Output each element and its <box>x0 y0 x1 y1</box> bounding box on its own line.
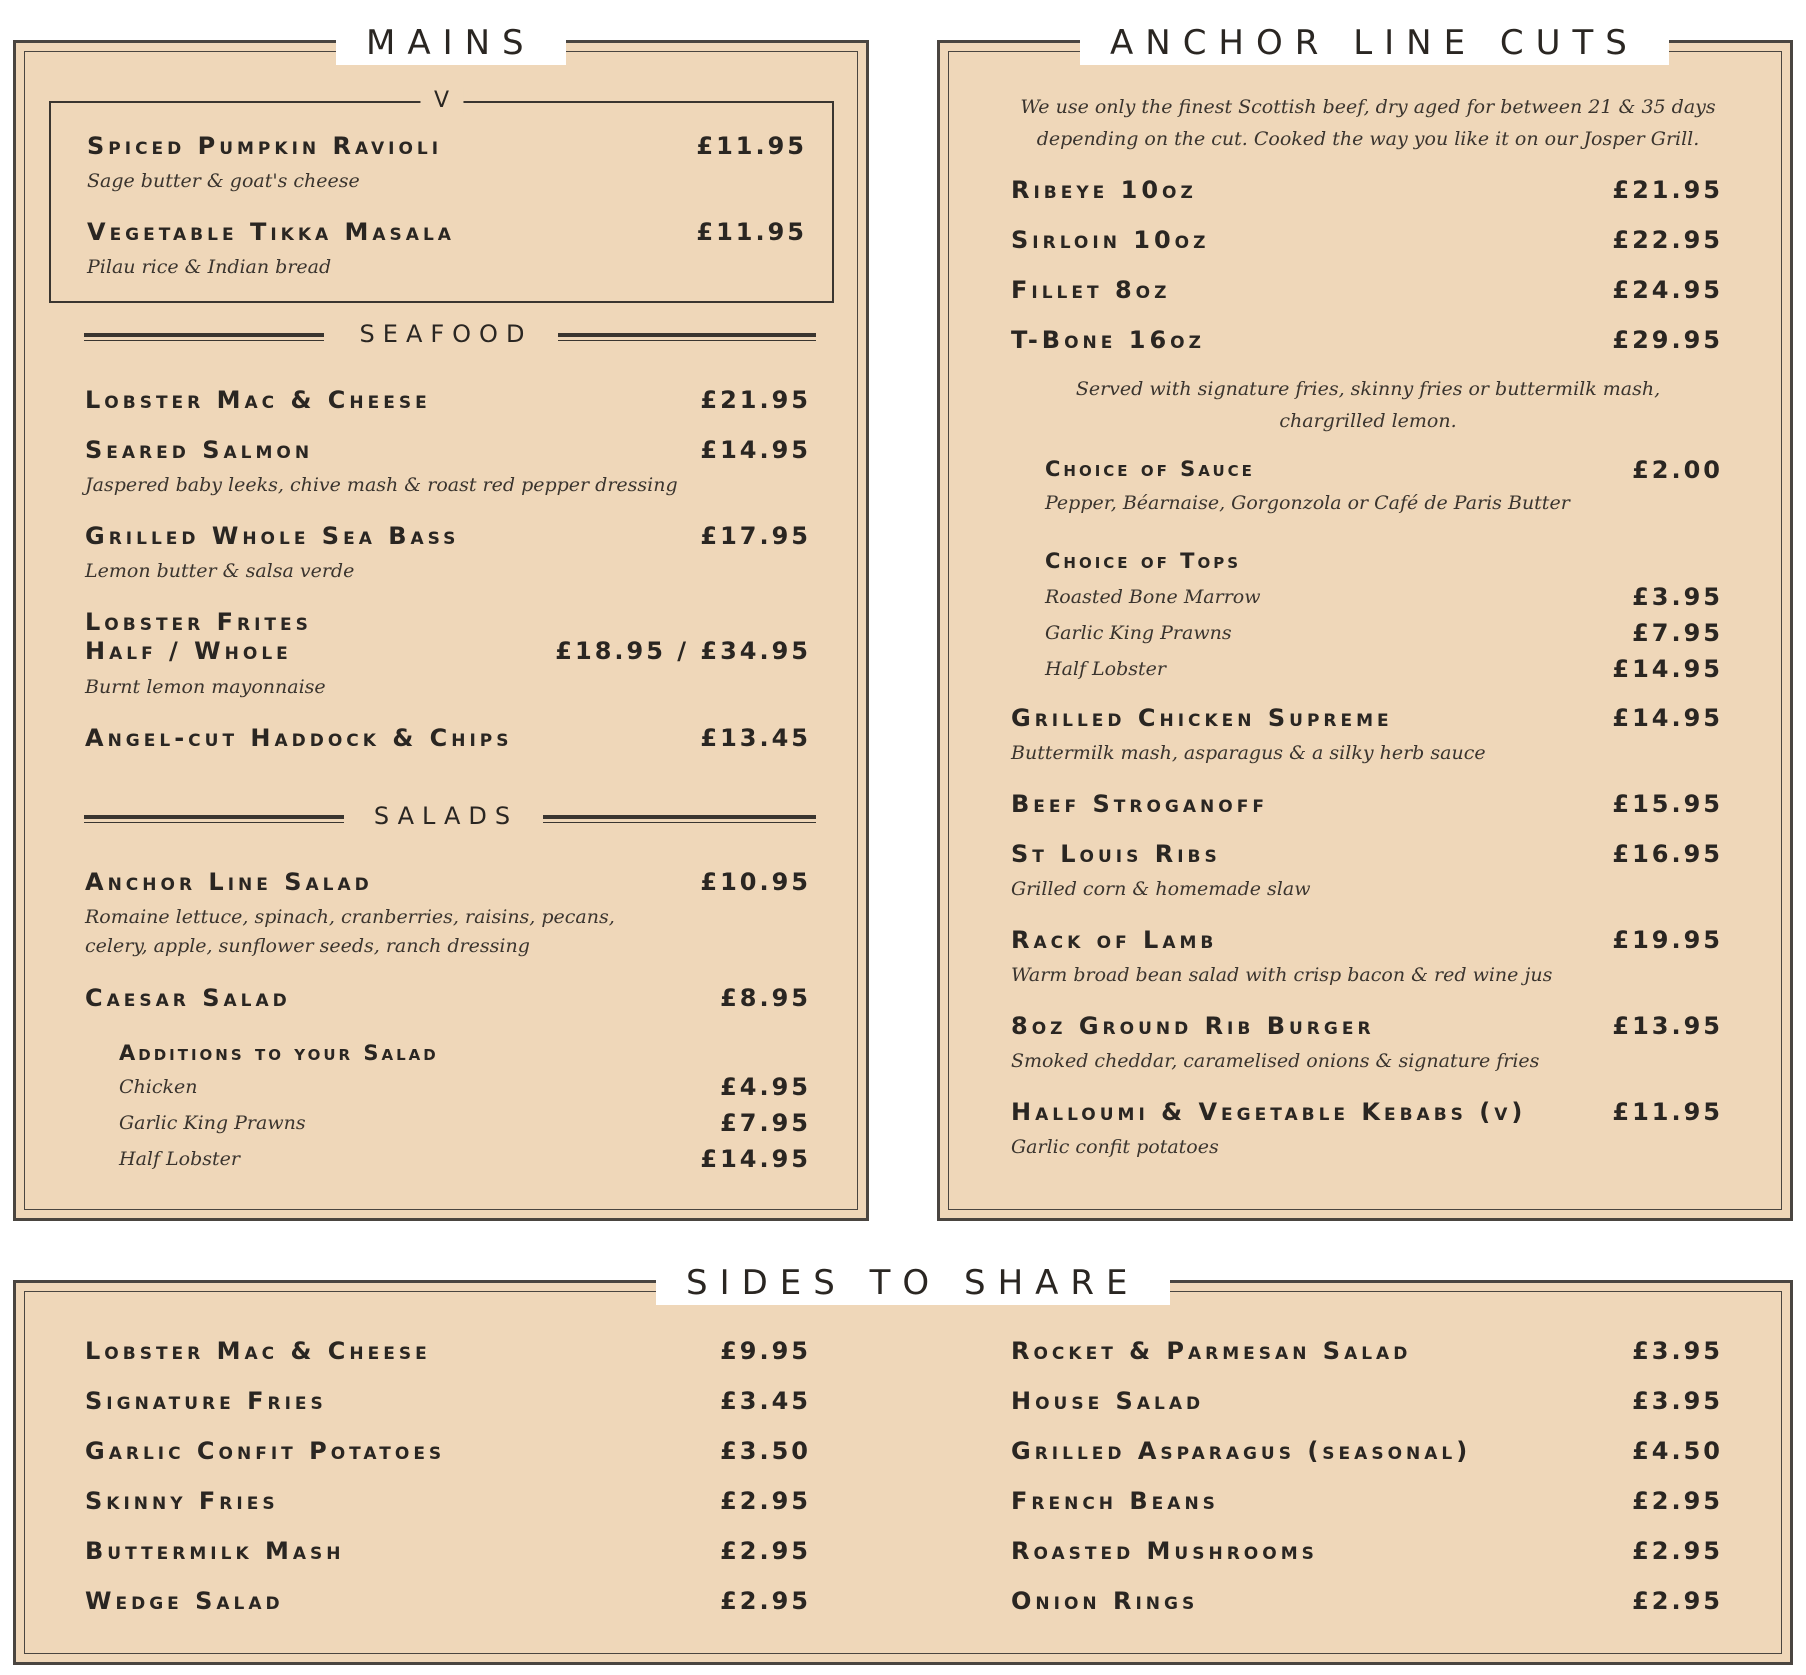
item-price: £21.95 <box>700 386 811 414</box>
item-name: Angel-cut Haddock & Chips <box>85 724 513 752</box>
side-price: £2.95 <box>720 1587 811 1615</box>
item-price: £18.95 / £34.95 <box>555 637 811 665</box>
item-price: £11.95 <box>696 132 807 160</box>
side-price: £2.95 <box>1632 1537 1723 1565</box>
item-name: Caesar Salad <box>85 984 291 1012</box>
side-price: £2.95 <box>720 1487 811 1515</box>
side-price: £3.45 <box>720 1387 811 1415</box>
salads-rule-left <box>84 815 344 819</box>
additions-heading: Additions to your Salad <box>119 1041 439 1065</box>
side-garlic-confit-potatoes <box>85 1436 811 1468</box>
side-price: £4.50 <box>1632 1437 1723 1465</box>
served-with-note <box>980 373 1756 437</box>
side-name: Garlic Confit Potatoes <box>85 1437 446 1465</box>
item-price: £11.95 <box>696 218 807 246</box>
cuts-intro <box>980 91 1756 155</box>
item-price: £21.95 <box>1612 176 1723 204</box>
menu-item-anchor-salad <box>85 867 811 967</box>
cuts-intro-line-2: depending on the cut. Cooked the way you like it on our Josper Grill. <box>1036 128 1700 150</box>
menu-item-tikka-masala <box>87 217 807 287</box>
steak-t-bone <box>1011 325 1723 359</box>
steak-sirloin <box>1011 225 1723 259</box>
item-description: Lemon butter & salsa verde <box>85 560 355 582</box>
item-name: T-Bone 16oz <box>1011 326 1205 354</box>
menu-item-rack-of-lamb <box>1011 925 1723 995</box>
item-price: £13.95 <box>1612 1012 1723 1040</box>
side-signature-fries <box>85 1386 811 1418</box>
item-name: Sirloin 10oz <box>1011 226 1210 254</box>
side-rocket-parmesan <box>1011 1336 1723 1368</box>
item-description: Buttermilk mash, asparagus & a silky herb sauce <box>1011 742 1486 764</box>
side-name: Signature Fries <box>85 1387 327 1415</box>
menu-item-ravioli <box>87 131 807 201</box>
side-wedge-salad <box>85 1586 811 1618</box>
served-line-1: Served with signature fries, skinny fries or buttermilk mash, <box>1075 378 1661 400</box>
top-name: Garlic King Prawns <box>1045 622 1232 644</box>
mains-panel <box>13 23 869 1221</box>
top-name: Half Lobster <box>1045 658 1166 680</box>
menu-item-lobster-frites <box>85 607 811 707</box>
item-name: Lobster Mac & Cheese <box>85 386 431 414</box>
side-name: House Salad <box>1011 1387 1205 1415</box>
item-description: Warm broad bean salad with crisp bacon & red wine jus <box>1011 964 1553 986</box>
addition-name: Half Lobster <box>119 1148 240 1170</box>
item-description: Sage butter & goat's cheese <box>87 170 360 192</box>
item-price: £16.95 <box>1612 840 1723 868</box>
side-price: £2.95 <box>1632 1587 1723 1615</box>
item-name: St Louis Ribs <box>1011 840 1221 868</box>
item-name: Beef Stroganoff <box>1011 790 1268 818</box>
item-price: £15.95 <box>1612 790 1723 818</box>
item-description: Romaine lettuce, spinach, cranberries, raisins, pecans, <box>85 906 615 928</box>
cuts-title: ANCHOR LINE CUTS <box>1080 21 1669 65</box>
item-price: £29.95 <box>1612 326 1723 354</box>
item-name: Grilled Whole Sea Bass <box>85 522 460 550</box>
item-description: Garlic confit potatoes <box>1011 1136 1219 1158</box>
side-name: Buttermilk Mash <box>85 1537 345 1565</box>
item-name: Vegetable Tikka Masala <box>87 218 455 246</box>
side-lobster-mac <box>85 1336 811 1368</box>
item-price: £22.95 <box>1612 226 1723 254</box>
addition-price: £4.95 <box>720 1073 811 1101</box>
item-description: Smoked cheddar, caramelised onions & signature fries <box>1011 1050 1540 1072</box>
addition-chicken <box>119 1073 811 1103</box>
item-price: £14.95 <box>1612 704 1723 732</box>
item-price: £13.45 <box>700 724 811 752</box>
side-french-beans <box>1011 1486 1723 1518</box>
menu-item-rib-burger <box>1011 1011 1723 1081</box>
side-name: Rocket & Parmesan Salad <box>1011 1337 1412 1365</box>
salads-heading: SALADS <box>373 802 519 830</box>
side-name: Skinny Fries <box>85 1487 279 1515</box>
side-price: £3.50 <box>720 1437 811 1465</box>
item-description-2: celery, apple, sunflower seeds, ranch dressing <box>85 935 530 957</box>
cuts-intro-line-1: We use only the finest Scottish beef, dry aged for between 21 & 35 days <box>1020 96 1716 118</box>
item-name: Spiced Pumpkin Ravioli <box>87 132 443 160</box>
side-grilled-asparagus <box>1011 1436 1723 1468</box>
item-name-size: Half / Whole <box>85 637 292 665</box>
addition-half-lobster <box>119 1145 811 1175</box>
menu-item-beef-stroganoff <box>1011 789 1723 823</box>
steak-fillet <box>1011 275 1723 309</box>
seafood-rule-left <box>84 333 324 337</box>
top-price: £3.95 <box>1632 583 1723 611</box>
top-prawns <box>1045 619 1723 649</box>
top-half-lobster <box>1045 655 1723 685</box>
menu-item-halloumi-kebabs <box>1011 1097 1723 1167</box>
addition-name: Chicken <box>119 1076 198 1098</box>
addition-prawns <box>119 1109 811 1139</box>
item-name: Rack of Lamb <box>1011 926 1218 954</box>
side-name: French Beans <box>1011 1487 1219 1515</box>
addition-name: Garlic King Prawns <box>119 1112 306 1134</box>
menu-item-sea-bass <box>85 521 811 591</box>
menu-item-haddock <box>85 723 811 759</box>
sauce-description: Pepper, Béarnaise, Gorgonzola or Café de Paris Butter <box>1045 492 1570 514</box>
seafood-heading: SEAFOOD <box>359 320 533 348</box>
item-price: £14.95 <box>700 436 811 464</box>
top-price: £7.95 <box>1632 619 1723 647</box>
item-name: Fillet 8oz <box>1011 276 1171 304</box>
item-name: Halloumi & Vegetable Kebabs (v) <box>1011 1098 1527 1126</box>
side-price: £3.95 <box>1632 1337 1723 1365</box>
side-roasted-mushrooms <box>1011 1536 1723 1568</box>
item-name: Grilled Chicken Supreme <box>1011 704 1393 732</box>
menu-item-chicken-supreme <box>1011 703 1723 773</box>
side-price: £9.95 <box>720 1337 811 1365</box>
item-price: £19.95 <box>1612 926 1723 954</box>
steak-ribeye <box>1011 175 1723 209</box>
item-name: Anchor Line Salad <box>85 868 373 896</box>
menu-item-lobster-mac <box>85 385 811 421</box>
addition-price: £14.95 <box>700 1145 811 1173</box>
top-bone-marrow <box>1045 583 1723 613</box>
vegetarian-label: V <box>420 87 463 115</box>
item-name: Seared Salmon <box>85 436 314 464</box>
menu-item-caesar-salad <box>85 983 811 1019</box>
side-house-salad <box>1011 1386 1723 1418</box>
seafood-rule-right <box>558 333 816 337</box>
served-line-2: chargrilled lemon. <box>1279 410 1457 432</box>
vegetarian-box <box>49 88 834 303</box>
item-name: Lobster Frites <box>85 608 312 636</box>
item-description: Pilau rice & Indian bread <box>87 256 332 278</box>
tops-heading: Choice of Tops <box>1045 549 1242 573</box>
item-price: £24.95 <box>1612 276 1723 304</box>
sides-panel <box>13 1263 1793 1665</box>
choice-of-sauce <box>1045 455 1723 525</box>
item-price: £17.95 <box>700 522 811 550</box>
sauce-heading: Choice of Sauce <box>1045 457 1255 481</box>
side-onion-rings <box>1011 1586 1723 1618</box>
side-buttermilk-mash <box>85 1536 811 1568</box>
menu-item-st-louis-ribs <box>1011 839 1723 909</box>
item-price: £10.95 <box>700 868 811 896</box>
salads-rule-right <box>543 815 816 819</box>
side-name: Roasted Mushrooms <box>1011 1537 1318 1565</box>
top-price: £14.95 <box>1612 655 1723 683</box>
side-name: Lobster Mac & Cheese <box>85 1337 431 1365</box>
item-description: Grilled corn & homemade slaw <box>1011 878 1311 900</box>
top-name: Roasted Bone Marrow <box>1045 586 1261 608</box>
item-price: £11.95 <box>1612 1098 1723 1126</box>
side-name: Onion Rings <box>1011 1587 1199 1615</box>
side-price: £3.95 <box>1632 1387 1723 1415</box>
side-name: Grilled Asparagus (seasonal) <box>1011 1437 1472 1465</box>
menu-item-seared-salmon <box>85 435 811 505</box>
side-skinny-fries <box>85 1486 811 1518</box>
side-name: Wedge Salad <box>85 1587 284 1615</box>
item-description: Jaspered baby leeks, chive mash & roast red pepper dressing <box>85 474 678 496</box>
item-description: Burnt lemon mayonnaise <box>85 676 326 698</box>
addition-price: £7.95 <box>720 1109 811 1137</box>
sides-title: SIDES TO SHARE <box>656 1261 1170 1305</box>
mains-title: MAINS <box>336 21 566 65</box>
side-price: £2.95 <box>720 1537 811 1565</box>
side-price: £2.95 <box>1632 1487 1723 1515</box>
item-price: £8.95 <box>720 984 811 1012</box>
cuts-panel <box>937 23 1793 1221</box>
sauce-price: £2.00 <box>1632 456 1723 484</box>
item-name: 8oz Ground Rib Burger <box>1011 1012 1375 1040</box>
item-name: Ribeye 10oz <box>1011 176 1197 204</box>
